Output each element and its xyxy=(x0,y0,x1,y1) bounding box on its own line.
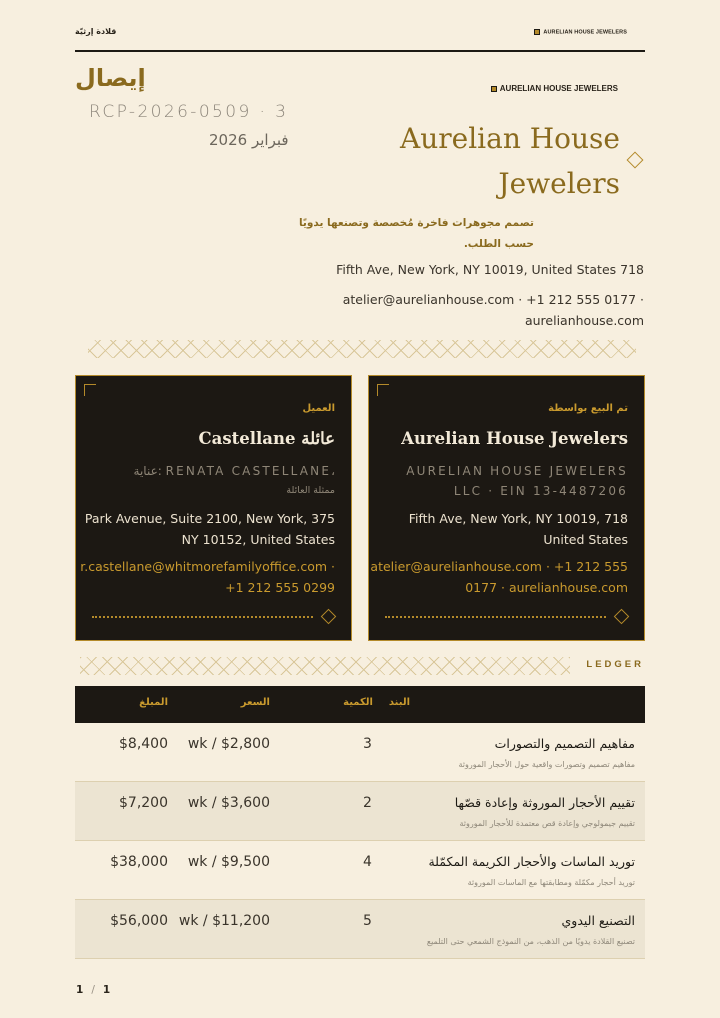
receipt-title: إيصال xyxy=(75,64,146,92)
row-price: wk / $9,500 xyxy=(187,854,270,870)
page-separator: / xyxy=(91,984,95,996)
dotted-rule xyxy=(385,616,606,618)
brand-badge-label: AURELIAN HOUSE JEWELERS xyxy=(499,84,618,93)
client-address: Park Avenue, Suite 2100, New York, 375 NY 10152, United States xyxy=(84,511,335,547)
brand-name xyxy=(380,116,620,206)
column-header-amount: المبلغ xyxy=(139,697,168,708)
row-qty: 2 xyxy=(363,795,372,811)
row-description: تقييم جيمولوجي وإعادة قص معتمدة للأحجار الموروثة xyxy=(459,819,635,828)
card-label: تم البيع بواسطة xyxy=(548,403,628,414)
page-total: 1 xyxy=(102,984,111,996)
row-item: تقييم الأحجار الموروثة وإعادة قصّها xyxy=(454,795,635,810)
diamond-icon xyxy=(321,609,337,625)
seller-name: Aurelian House Jewelers xyxy=(401,429,628,448)
ledger-section-label: LEDGER xyxy=(586,659,644,670)
ledger-table xyxy=(75,686,645,959)
receipt-number: RCP-2026-0509 · 3 xyxy=(89,102,289,122)
brand-name-line1: Aurelian House xyxy=(400,122,620,155)
page-current: 1 xyxy=(76,984,84,996)
seller-card-address: Fifth Ave, New York, NY 10019, 718 United States xyxy=(408,511,628,547)
client-attn-sub: ممثلة العائلة xyxy=(286,485,335,496)
corner-ornament xyxy=(84,384,96,396)
lattice-divider xyxy=(88,340,636,358)
client-attn-block xyxy=(85,461,335,501)
row-qty: 5 xyxy=(363,913,372,929)
row-qty: 3 xyxy=(363,736,372,752)
row-amount: $38,000 xyxy=(110,854,168,870)
row-item: توريد الماسات والأحجار الكريمة المكمّلة xyxy=(428,854,635,869)
row-amount: $56,000 xyxy=(110,913,168,929)
brand-badge xyxy=(491,84,618,93)
client-attn: عناية: RENATA CASTELLANE، xyxy=(133,464,335,478)
sold-by-card xyxy=(368,375,645,641)
client-name: Castellane عائلة xyxy=(198,429,335,448)
top-bar xyxy=(75,24,645,52)
dotted-rule xyxy=(92,616,313,618)
page-indicator xyxy=(76,984,110,996)
row-amount: $8,400 xyxy=(119,736,168,752)
brand-mini-label: AURELIAN HOUSE JEWELERS xyxy=(543,29,627,36)
row-amount: $7,200 xyxy=(119,795,168,811)
diamond-icon xyxy=(627,152,644,169)
seller-card-contact: atelier@aurelianhouse.com · +1 212 555 0177 · aurelianhouse.com xyxy=(370,559,628,595)
row-description: تصنيع القلادة يدويًا من الذهب، من النموذج الشمعي حتى التلميع xyxy=(426,937,635,946)
table-row xyxy=(75,723,645,782)
row-item: التصنيع اليدوي xyxy=(561,913,635,928)
table-header xyxy=(75,686,645,723)
diamond-icon xyxy=(614,609,630,625)
table-row xyxy=(75,841,645,900)
table-row xyxy=(75,782,645,841)
row-qty: 4 xyxy=(363,854,372,870)
seller-contact: atelier@aurelianhouse.com · +1 212 555 0177 · aurelianhouse.com xyxy=(342,292,644,328)
card-label: العميل xyxy=(302,403,335,414)
row-price: wk / $2,800 xyxy=(187,736,270,752)
row-item: مفاهيم التصميم والتصورات xyxy=(494,736,635,751)
table-row xyxy=(75,900,645,959)
seller-legal: AURELIAN HOUSE JEWELERS LLC · EIN 13-4487206 xyxy=(406,464,628,498)
row-description: مفاهيم تصميم وتصورات واقعية حول الأحجار الموروثة xyxy=(458,760,635,769)
row-price: wk / $3,600 xyxy=(187,795,270,811)
receipt-date: فبراير 2026 xyxy=(209,131,289,149)
document-name: قلادة إرثيّة xyxy=(75,27,117,36)
tagline: تصمم مجوهرات فاخرة مُخصصة وتصنعها يدويًا حسب الطلب. xyxy=(298,217,534,250)
row-description: توريد أحجار مكمّلة ومطابقتها مع الماسات الموروثة xyxy=(467,878,635,887)
brand-mini xyxy=(534,29,627,35)
brand-square-icon xyxy=(534,29,540,35)
lattice-divider xyxy=(80,657,570,675)
brand-square-icon xyxy=(491,86,497,92)
row-price: wk / $11,200 xyxy=(178,913,270,929)
brand-name-line2: Jewelers xyxy=(498,167,620,200)
client-card xyxy=(75,375,352,641)
client-contact: r.castellane@whitmorefamilyoffice.com · +1 212 555 0299 xyxy=(80,559,335,595)
seller-address: Fifth Ave, New York, NY 10019, United States 718 xyxy=(336,262,644,277)
column-header-item: البند xyxy=(388,697,410,708)
corner-ornament xyxy=(377,384,389,396)
column-header-qty: الكمية xyxy=(343,697,373,708)
column-header-price: السعر xyxy=(240,697,270,708)
